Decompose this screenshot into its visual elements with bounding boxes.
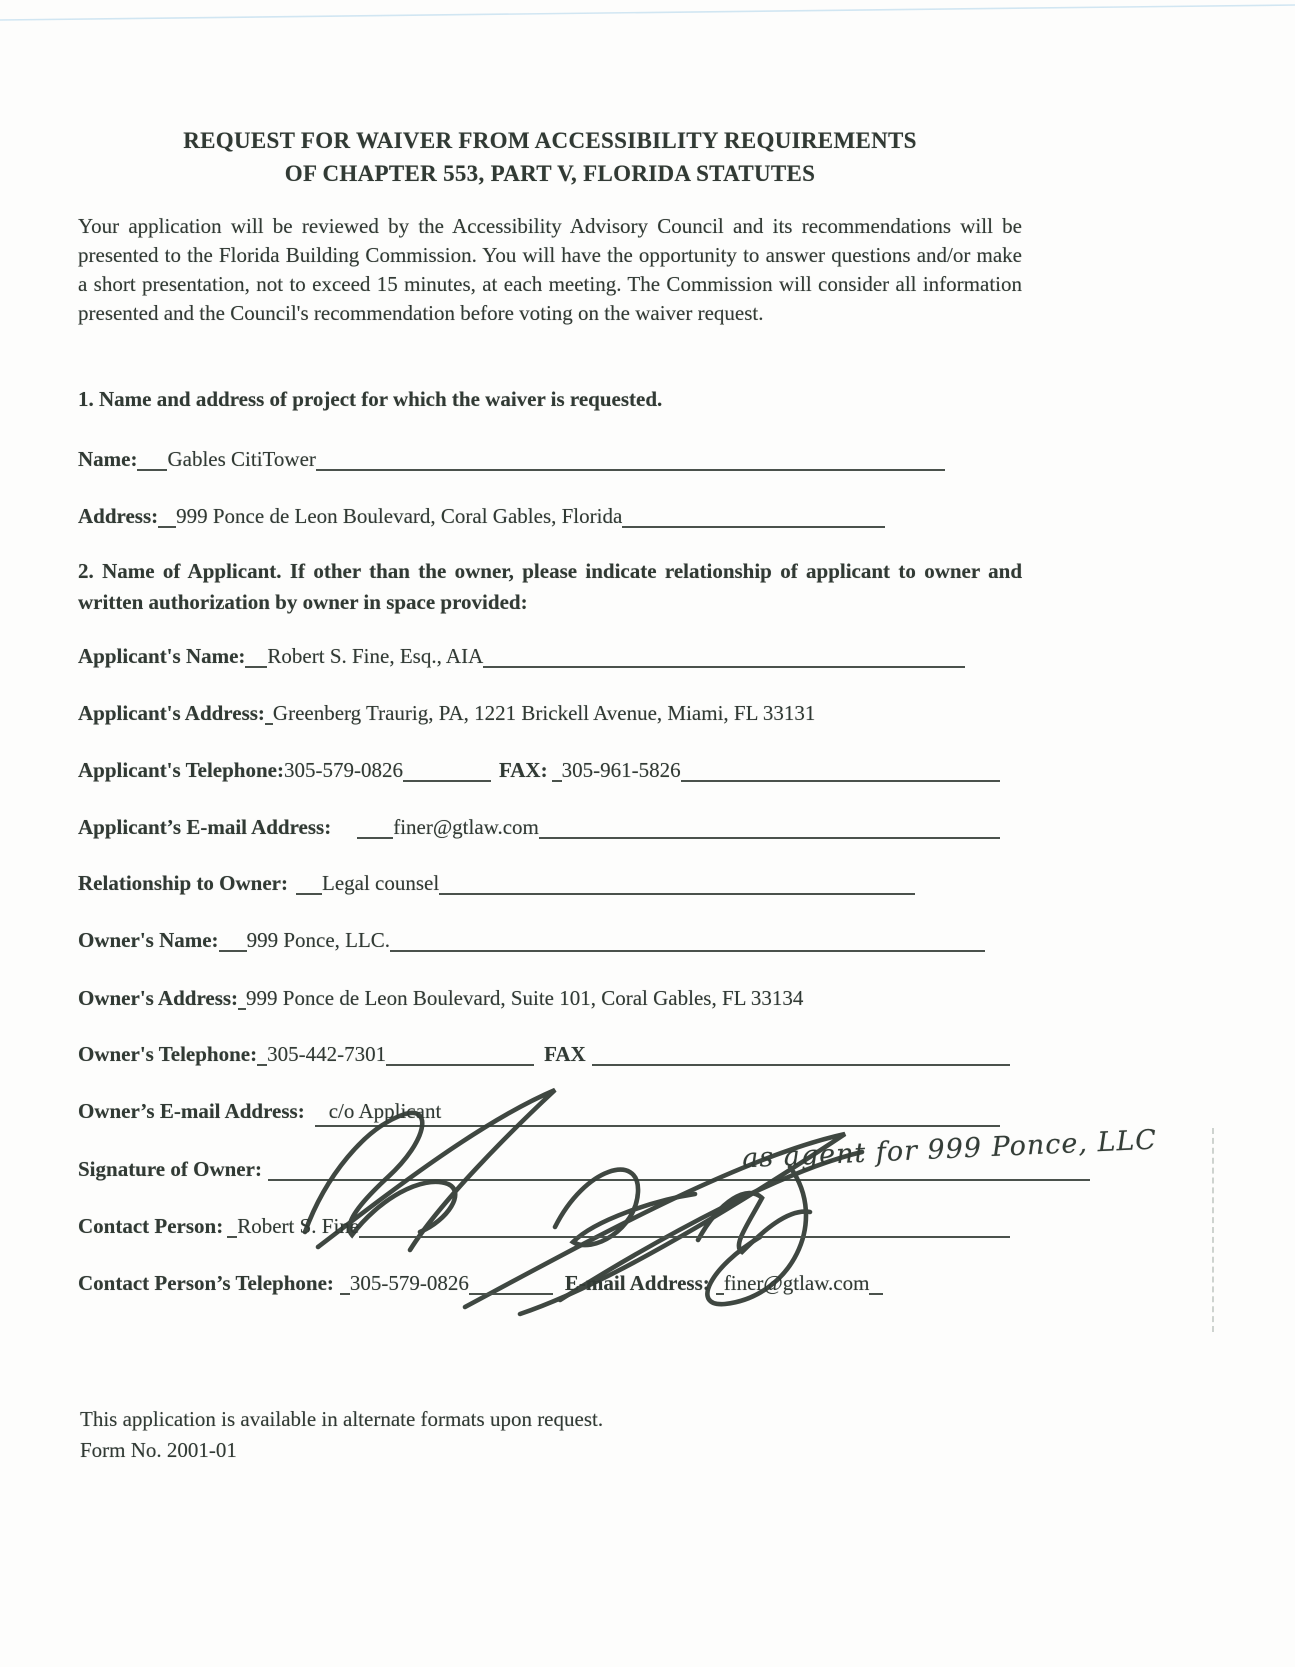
field-label: Owner's Name:: [78, 928, 219, 952]
blank-line: [439, 893, 915, 895]
blank-line: [245, 666, 267, 668]
blank-line: [219, 950, 247, 952]
field-project-address: [78, 504, 885, 529]
scan-artifact-line: [0, 0, 1295, 28]
blank-line: [265, 723, 273, 725]
form-footer: [80, 1404, 603, 1466]
blank-line: [238, 1008, 246, 1010]
field-value: 999 Ponce de Leon Boulevard, Coral Gables, Florida: [176, 504, 623, 528]
fax-label: FAX: [544, 1042, 586, 1066]
field-label: Owner's Telephone:: [78, 1042, 258, 1066]
blank-line: [296, 893, 322, 895]
fax-value: 305-961-5826: [561, 758, 681, 782]
field-value: 999 Ponce de Leon Boulevard, Suite 101, Coral Gables, FL 33134: [246, 986, 804, 1010]
blank-line: [340, 1293, 350, 1295]
field-value: c/o Applicant: [328, 1099, 442, 1123]
field-label: Applicant’s E-mail Address:: [78, 815, 332, 839]
field-value: Greenberg Traurig, PA, 1221 Brickell Avenue, Miami, FL 33131: [272, 701, 816, 725]
field-label: Address:: [78, 504, 159, 528]
field-contact-telephone: [78, 1271, 883, 1296]
footer-availability-note: This application is available in alternate formats upon request.: [80, 1407, 604, 1431]
field-label: Applicant's Telephone:: [78, 758, 284, 782]
field-value: Robert S. Fine: [237, 1214, 360, 1238]
field-value: 999 Ponce, LLC.: [246, 928, 391, 952]
blank-line: [357, 837, 393, 839]
field-value: 305-579-0826: [283, 758, 403, 782]
blank-line: [137, 469, 167, 471]
field-relationship: [78, 871, 915, 896]
blank-line: [403, 780, 491, 782]
blank-line: [552, 780, 562, 782]
field-label: Relationship to Owner:: [78, 871, 288, 895]
section1-heading: 1. Name and address of project for which the waiver is requested.: [78, 387, 663, 411]
signature-annotation-handwriting: as agent for 999 Ponce, LLC: [741, 1124, 1158, 1175]
blank-line: [359, 1236, 1010, 1238]
blank-line: [316, 469, 945, 471]
blank-line: [386, 1064, 534, 1066]
field-owner-telephone: [78, 1042, 1010, 1067]
field-applicant-email: [78, 815, 1000, 840]
form-title: [78, 124, 1022, 190]
blank-line: [257, 1064, 267, 1066]
blank-line: [681, 780, 1000, 782]
email-label: E-mail Address:: [564, 1271, 710, 1295]
blank-line: [390, 950, 985, 952]
field-value: Gables CitiTower: [167, 447, 316, 471]
email-value: finer@gtlaw.com: [723, 1271, 870, 1295]
blank-line: [622, 526, 885, 528]
scan-artifact-dashed-line: [1212, 1128, 1214, 1332]
blank-line: [469, 1293, 553, 1295]
field-owner-name: [78, 928, 985, 953]
field-label: Contact Person:: [78, 1214, 224, 1238]
field-label: Owner's Address:: [78, 986, 239, 1010]
field-label: Signature of Owner:: [78, 1157, 262, 1181]
blank-line: [539, 837, 1000, 839]
form-title-line2: OF CHAPTER 553, PART V, FLORIDA STATUTES: [284, 161, 816, 186]
field-applicant-name: [78, 644, 965, 669]
field-label: Owner’s E-mail Address:: [78, 1099, 305, 1123]
field-contact-person: [78, 1214, 1010, 1239]
field-label: Contact Person’s Telephone:: [78, 1271, 334, 1295]
field-value: 305-579-0826: [349, 1271, 469, 1295]
section2-heading: 2. Name of Applicant. If other than the owner, please indicate relationship of applicant to owner and written authorization by owner in space provided:: [78, 559, 1022, 614]
field-applicant-address: [78, 701, 815, 726]
field-value: Legal counsel: [322, 871, 440, 895]
blank-line: [158, 526, 176, 528]
footer-form-number: Form No. 2001-01: [80, 1438, 237, 1462]
field-project-name: [78, 447, 945, 472]
field-value: 305-442-7301: [267, 1042, 387, 1066]
field-value: Robert S. Fine, Esq., AIA: [267, 644, 484, 668]
field-label: Applicant's Address:: [78, 701, 265, 725]
form-title-line1: REQUEST FOR WAIVER FROM ACCESSIBILITY REQUIREMENTS: [183, 128, 917, 153]
blank-line: [592, 1064, 1010, 1066]
fax-label: FAX:: [498, 758, 548, 782]
field-owner-address: [78, 986, 803, 1011]
field-label: Applicant's Name:: [78, 644, 246, 668]
blank-line: [716, 1293, 724, 1295]
intro-paragraph: Your application will be reviewed by the Accessibility Advisory Council and its recommendations will be presented to the Florida Building Commission. You will have the opportunity to answer questions and/or make a short presentation, not to exceed 15 minutes, at each meeting. The Commission will consider all information presented and the Council's recommendation before voting on the waiver request.: [78, 214, 1022, 325]
blank-line: [227, 1236, 237, 1238]
field-value: finer@gtlaw.com: [393, 815, 539, 839]
blank-line: [483, 666, 965, 668]
field-label: Name:: [78, 447, 138, 471]
field-applicant-telephone: [78, 758, 1000, 783]
blank-line: [869, 1293, 883, 1295]
